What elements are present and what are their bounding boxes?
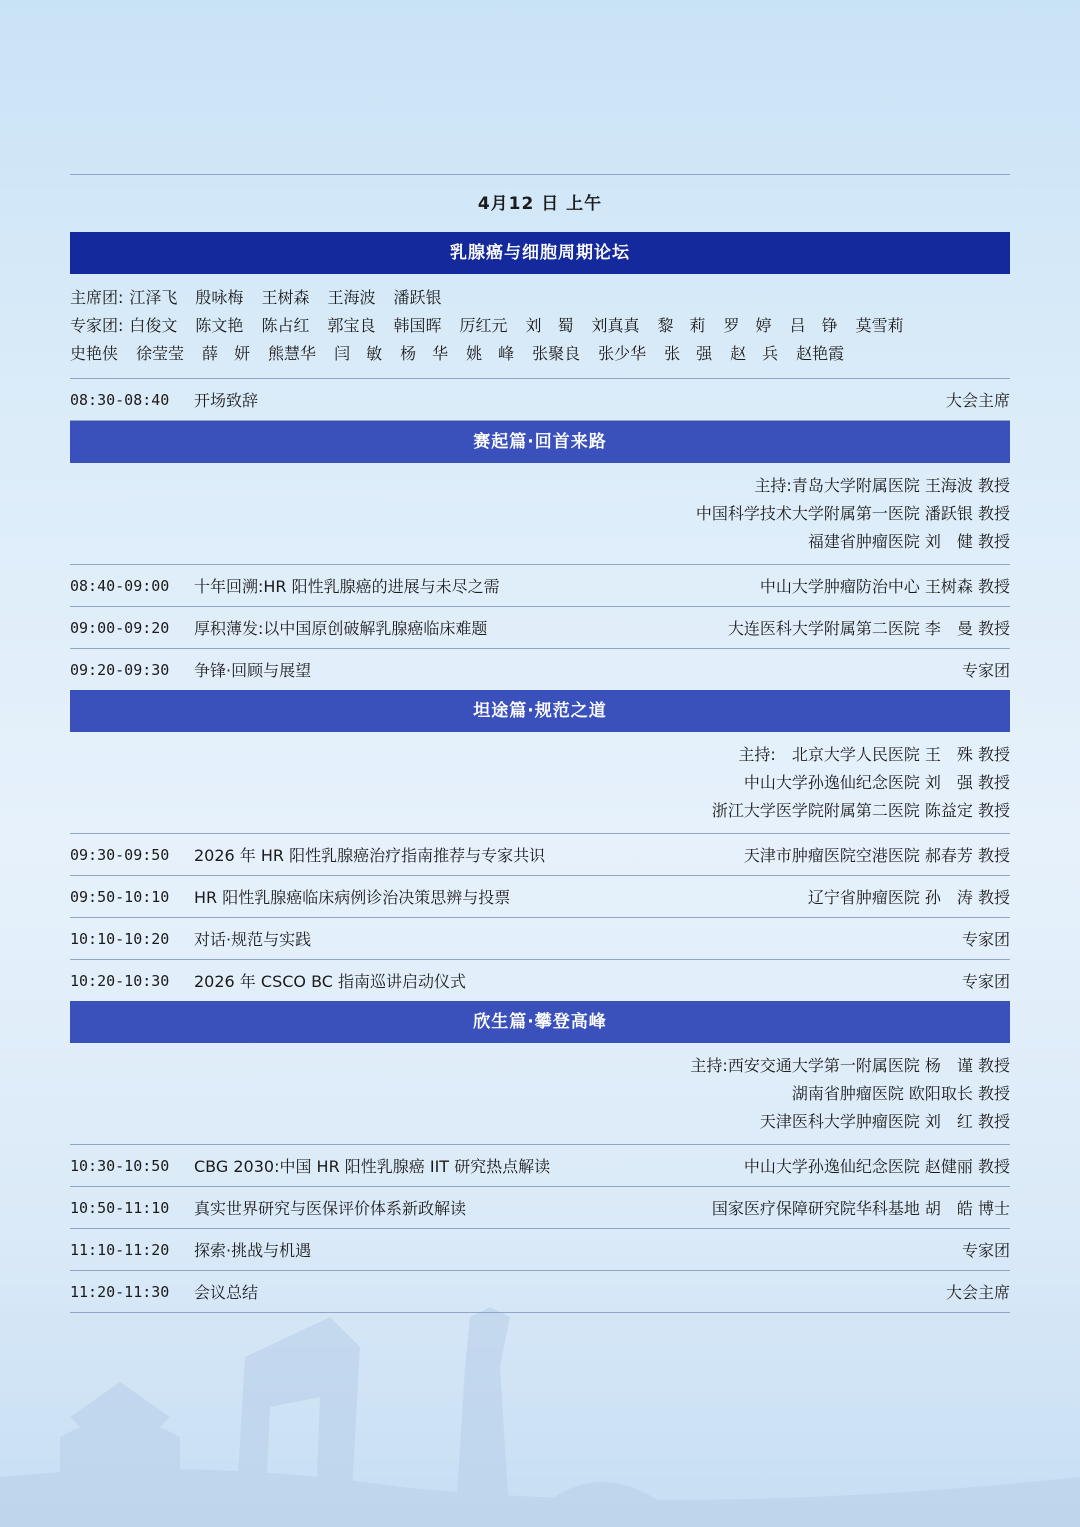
expert-name: 徐莹莹 [136, 344, 185, 363]
session-speaker: 天津市肿瘤医院空港医院 郝春芳 教授 [743, 846, 1010, 865]
agenda-row [70, 876, 1010, 918]
session-time: 11:20-11:30 [70, 1282, 170, 1301]
expert-name: 熊慧华 [268, 344, 317, 363]
expert-name: 厉红元 [459, 316, 508, 335]
session-speaker: 大连医科大学附属第二医院 李 曼 教授 [727, 619, 1010, 638]
team-list [70, 274, 1010, 378]
expert-name: 刘真真 [591, 316, 640, 335]
agenda-row [70, 960, 1010, 1001]
host-line: 中国科学技术大学附属第一医院 潘跃银 教授 [695, 504, 1010, 523]
forum-title: 乳腺癌与细胞周期论坛 [70, 232, 1010, 274]
expert-name: 罗 婷 [723, 316, 772, 335]
session-topic: 探索·挑战与机遇 [194, 1241, 312, 1260]
agenda-row [70, 1271, 1010, 1313]
chair-name: 殷咏梅 [195, 288, 244, 307]
host-line: 湖南省肿瘤医院 欧阳取长 教授 [791, 1084, 1010, 1103]
agenda-row [70, 834, 1010, 876]
agenda-content [70, 174, 1010, 1313]
session-topic: 对话·规范与实践 [194, 930, 312, 949]
session-topic: CBG 2030:中国 HR 阳性乳腺癌 IIT 研究热点解读 [194, 1157, 551, 1176]
expert-name: 黎 莉 [657, 316, 706, 335]
session-topic: 会议总结 [194, 1283, 259, 1302]
session-topic: 厚积薄发:以中国原创破解乳腺癌临床难题 [194, 619, 488, 638]
session-speaker: 专家团 [961, 930, 1010, 949]
session-topic: 2026 年 HR 阳性乳腺癌治疗指南推荐与专家共识 [194, 846, 546, 865]
chair-name: 王海波 [327, 288, 376, 307]
expert-name: 莫雪莉 [855, 316, 904, 335]
host-line: 天津医科大学肿瘤医院 刘 红 教授 [759, 1112, 1010, 1131]
session-time: 08:40-09:00 [70, 576, 170, 595]
expert-name: 杨 华 [400, 344, 449, 363]
section-title-1: 赛起篇·回首来路 [70, 421, 1010, 463]
session-speaker: 辽宁省肿瘤医院 孙 涛 教授 [807, 888, 1010, 907]
host-line: 主持: 北京大学人民医院 王 殊 教授 [738, 745, 1010, 764]
expert-name: 姚 峰 [466, 344, 515, 363]
expert-name: 张少华 [598, 344, 647, 363]
agenda-row [70, 565, 1010, 607]
session-time: 09:00-09:20 [70, 618, 170, 637]
session-topic: 开场致辞 [194, 391, 259, 410]
host-line: 主持:西安交通大学第一附属医院 杨 谨 教授 [690, 1056, 1010, 1075]
expert-name: 吕 铮 [789, 316, 838, 335]
section-hosts-3 [70, 1043, 1010, 1145]
expert-name: 刘 蜀 [525, 316, 574, 335]
agenda-row [70, 607, 1010, 649]
section-hosts-2 [70, 732, 1010, 834]
expert-name: 韩国晖 [393, 316, 442, 335]
session-time: 09:20-09:30 [70, 660, 170, 679]
session-time: 11:10-11:20 [70, 1240, 170, 1259]
host-line: 浙江大学医学院附属第二医院 陈益定 教授 [711, 801, 1010, 820]
beijing-skyline-illustration [0, 1287, 1080, 1527]
section-title-2: 坦途篇·规范之道 [70, 690, 1010, 732]
host-line: 福建省肿瘤医院 刘 健 教授 [807, 532, 1010, 551]
expert-line-1 [70, 312, 1010, 340]
expert-name: 陈占红 [261, 316, 310, 335]
expert-name: 郭宝良 [327, 316, 376, 335]
expert-name: 闫 敏 [334, 344, 383, 363]
session-speaker: 专家团 [961, 972, 1010, 991]
expert-name: 史艳侠 [70, 344, 119, 363]
session-topic: 2026 年 CSCO BC 指南巡讲启动仪式 [194, 972, 467, 991]
expert-name: 薛 妍 [202, 344, 251, 363]
session-speaker: 国家医疗保障研究院华科基地 胡 皓 博士 [711, 1199, 1010, 1218]
session-topic: 真实世界研究与医保评价体系新政解读 [194, 1199, 467, 1218]
expert-name: 赵艳霞 [796, 344, 845, 363]
expert-line-2 [70, 340, 1010, 368]
expert-label: 专家团: [70, 316, 124, 335]
session-speaker: 专家团 [961, 661, 1010, 680]
chair-label: 主席团: [70, 288, 124, 307]
expert-name: 白俊文 [129, 316, 178, 335]
session-time: 10:10-10:20 [70, 929, 170, 948]
session-topic: 十年回溯:HR 阳性乳腺癌的进展与未尽之需 [194, 577, 500, 596]
session-speaker: 专家团 [961, 1241, 1010, 1260]
session-time: 09:30-09:50 [70, 845, 170, 864]
chair-name: 江泽飞 [129, 288, 178, 307]
session-time: 10:50-11:10 [70, 1198, 170, 1217]
host-line: 中山大学孙逸仙纪念医院 刘 强 教授 [743, 773, 1010, 792]
session-topic: 争锋·回顾与展望 [194, 661, 312, 680]
agenda-row [70, 1229, 1010, 1271]
chair-line [70, 284, 1010, 312]
session-time: 10:30-10:50 [70, 1156, 170, 1175]
expert-name: 张 强 [664, 344, 713, 363]
expert-name: 陈文艳 [195, 316, 244, 335]
agenda-row [70, 1187, 1010, 1229]
section-hosts-1 [70, 463, 1010, 565]
session-time: 08:30-08:40 [70, 390, 170, 409]
expert-name: 赵 兵 [730, 344, 779, 363]
date-title: 4月12 日 上午 [477, 194, 603, 214]
session-time: 10:20-10:30 [70, 971, 170, 990]
section-title-3: 欣生篇·攀登高峰 [70, 1001, 1010, 1043]
session-speaker: 中山大学肿瘤防治中心 王树森 教授 [759, 577, 1010, 596]
agenda-row [70, 649, 1010, 690]
session-time: 09:50-10:10 [70, 887, 170, 906]
agenda-row [70, 918, 1010, 960]
agenda-row-opening [70, 378, 1010, 421]
session-speaker: 大会主席 [945, 391, 1010, 410]
agenda-row [70, 1145, 1010, 1187]
host-line: 主持:青岛大学附属医院 王海波 教授 [754, 476, 1010, 495]
chair-name: 王树森 [261, 288, 310, 307]
session-topic: HR 阳性乳腺癌临床病例诊治决策思辨与投票 [194, 888, 511, 907]
expert-name: 张聚良 [532, 344, 581, 363]
chair-name: 潘跃银 [393, 288, 442, 307]
session-speaker: 中山大学孙逸仙纪念医院 赵健丽 教授 [743, 1157, 1010, 1176]
session-speaker: 大会主席 [945, 1283, 1010, 1302]
